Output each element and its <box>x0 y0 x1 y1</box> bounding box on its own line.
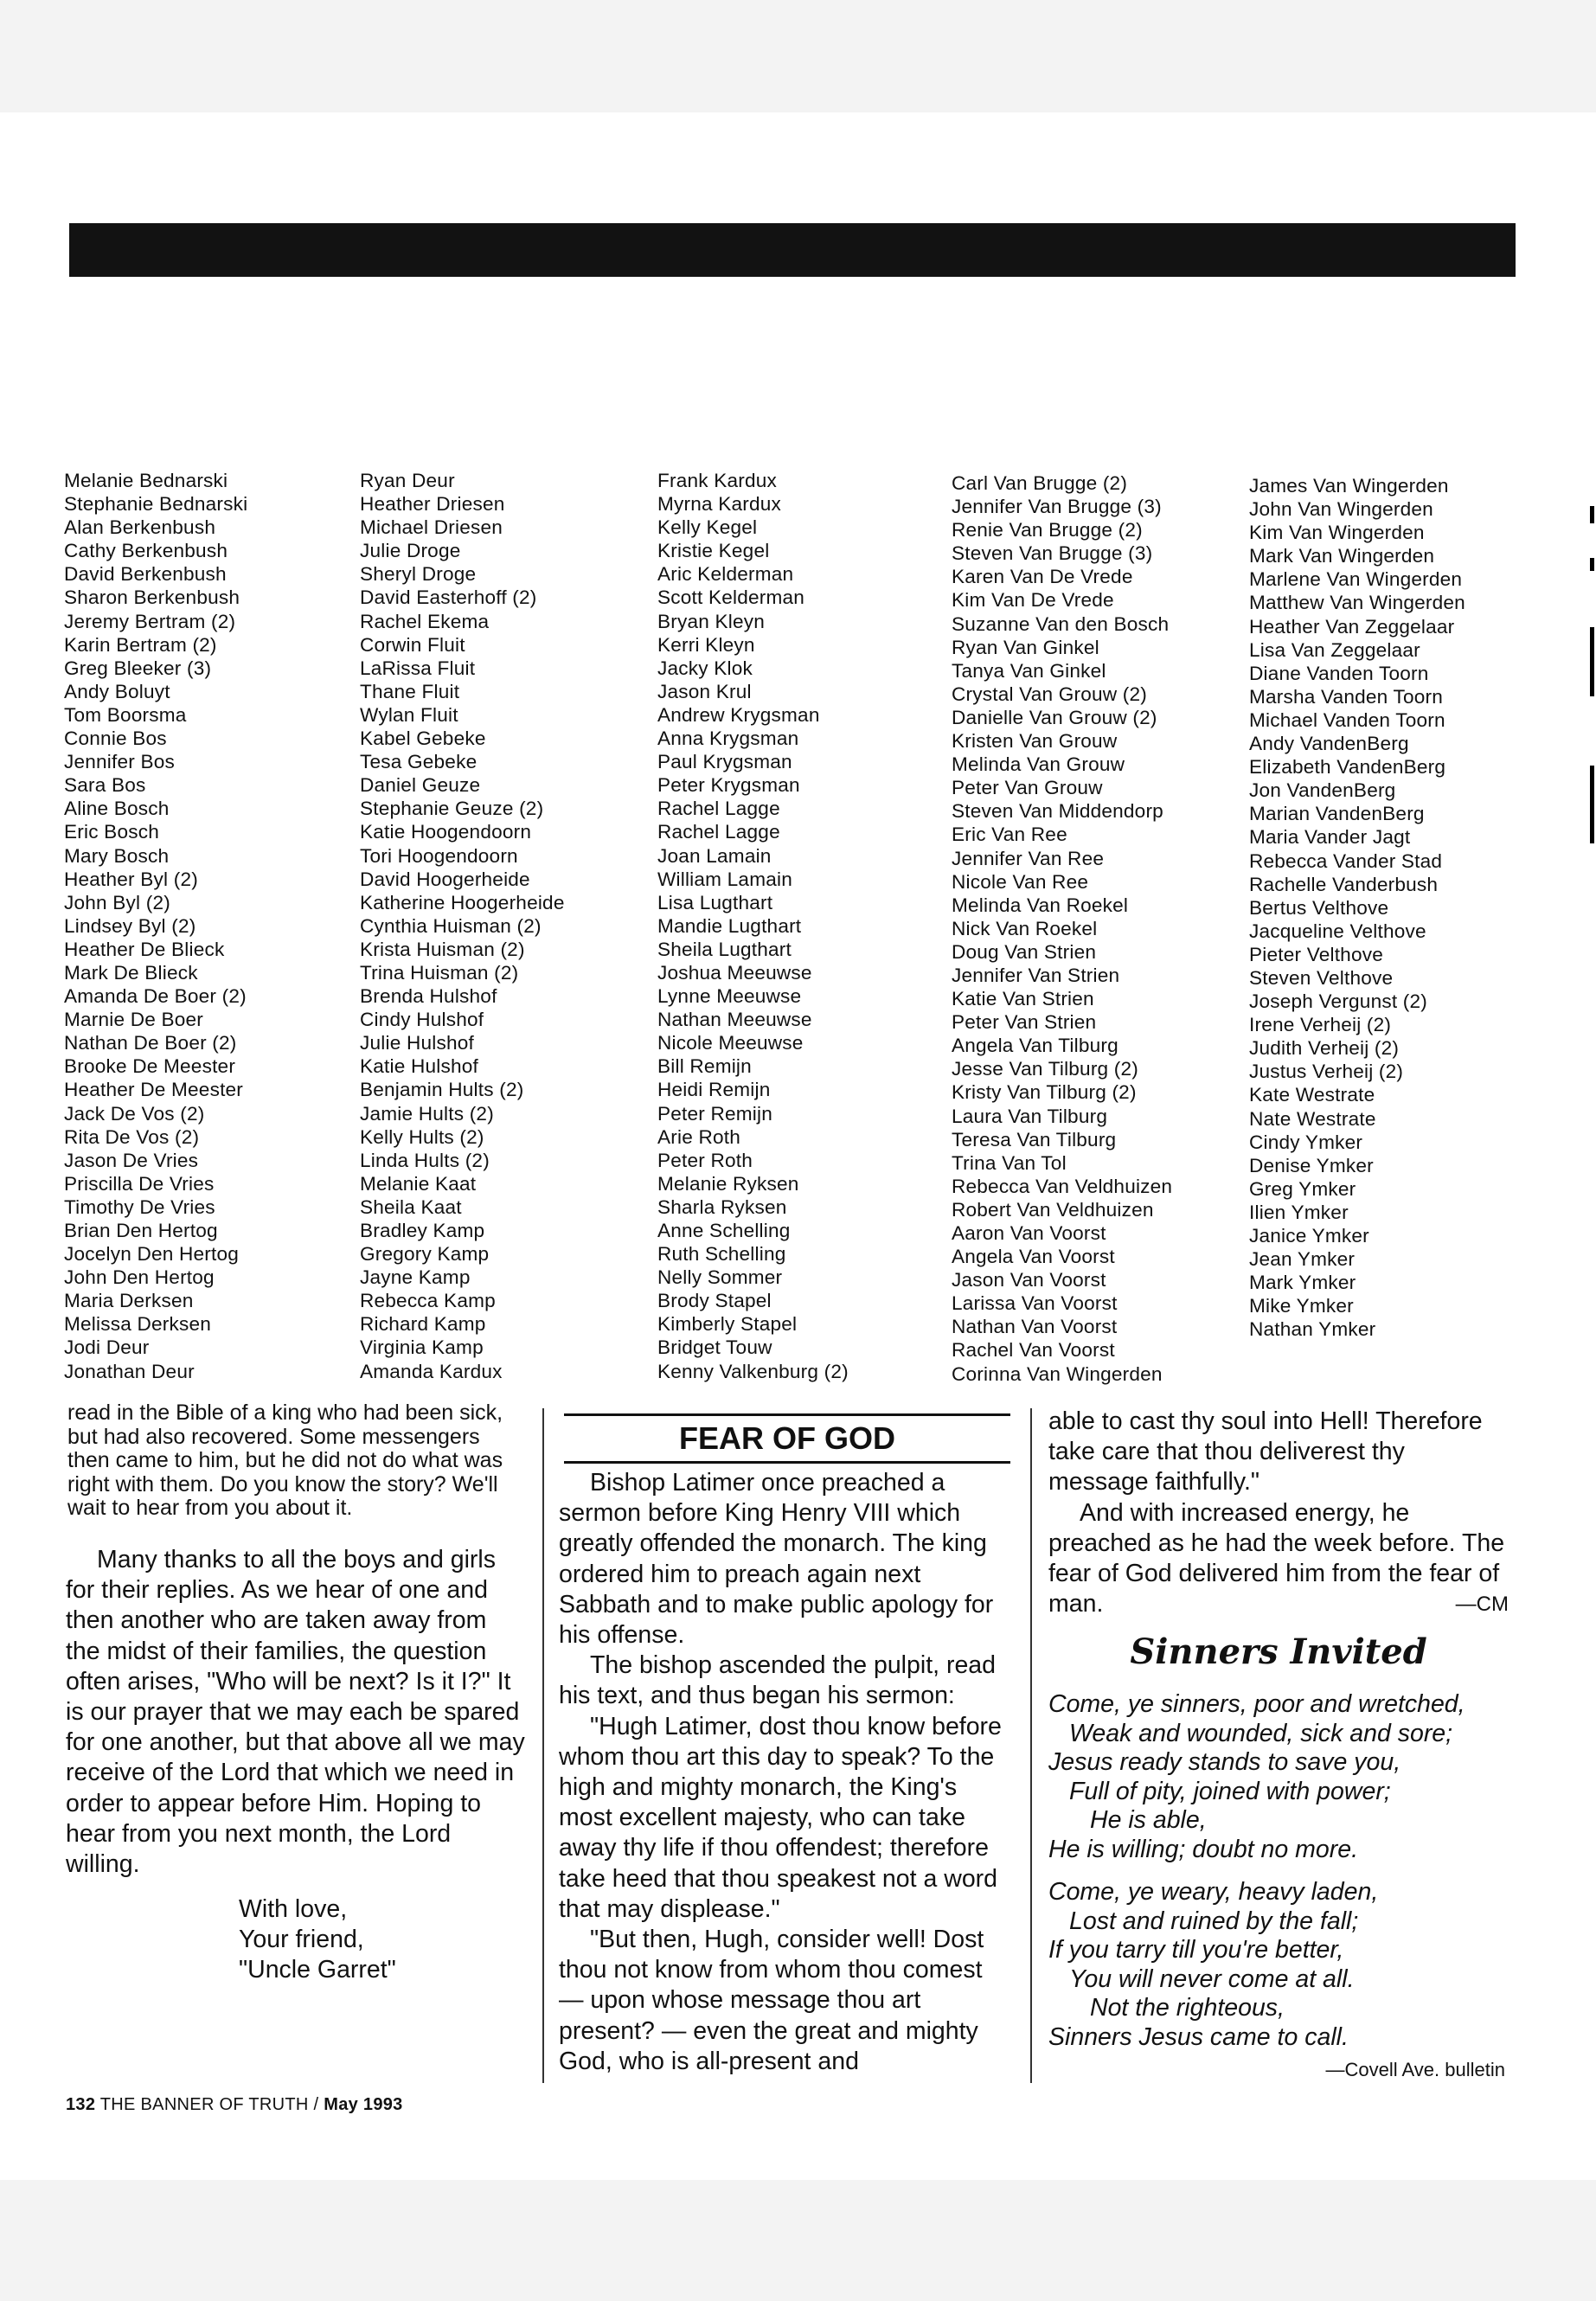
name-entry: Michael Driesen <box>360 516 503 539</box>
name-entry: Gregory Kamp <box>360 1243 490 1266</box>
name-entry: Sheryl Droge <box>360 563 477 586</box>
names-column-4 <box>952 471 1246 1386</box>
name-entry: Paul Krygsman <box>657 751 792 773</box>
name-entry: Carl Van Brugge (2) <box>952 472 1128 494</box>
name-entry: Mark De Blieck <box>64 961 198 984</box>
name-entry: Rachel Van Voorst <box>952 1339 1115 1362</box>
name-entry: Steven Velthove <box>1249 966 1394 989</box>
closing-text: And with increased energy, he preached as he had the week before. The fear of God delivered him from the fear of man. <box>1048 1498 1505 1618</box>
names-column-1 <box>64 469 358 1383</box>
name-entry: Brody Stapel <box>657 1290 772 1312</box>
name-entry: Jennifer Van Brugge (3) <box>952 496 1162 518</box>
name-entry: David Easterhoff (2) <box>360 586 537 609</box>
name-entry: Heather Byl (2) <box>64 868 198 890</box>
title-rule <box>564 1461 1010 1464</box>
name-entry: Sharon Berkenbush <box>64 586 240 609</box>
name-entry: Mike Ymker <box>1249 1295 1354 1317</box>
hymn-line: Come, ye weary, heavy laden, <box>1048 1878 1379 1906</box>
name-entry: LaRissa Fluit <box>360 657 476 679</box>
name-entry: Aline Bosch <box>64 798 170 820</box>
name-entry: Brian Den Hertog <box>64 1220 218 1241</box>
name-entry: Melissa Derksen <box>64 1313 211 1336</box>
name-entry: Teresa Van Tilburg <box>952 1128 1117 1150</box>
signoff-line: Your friend, <box>239 1926 364 1953</box>
name-entry: Marian VandenBerg <box>1249 803 1425 825</box>
name-entry: Daniel Geuze <box>360 774 481 797</box>
name-entry: Ryan Van Ginkel <box>952 636 1099 658</box>
article-body <box>559 1468 1012 2077</box>
name-entry: Corinna Van Wingerden <box>952 1362 1163 1385</box>
header-bar <box>69 223 1516 277</box>
name-entry: Jacky Klok <box>657 657 753 679</box>
name-entry: Renie Van Brugge (2) <box>952 519 1143 542</box>
name-entry: Brenda Hulshof <box>360 985 497 1008</box>
name-entry: Jocelyn Den Hertog <box>64 1243 240 1266</box>
name-entry: Myrna Kardux <box>657 493 782 516</box>
name-entry: Bridget Touw <box>657 1336 772 1359</box>
name-entry: Rachelle Vanderbush <box>1249 873 1439 895</box>
name-entry: Jodi Deur <box>64 1336 150 1359</box>
name-entry: Stephanie Geuze (2) <box>360 798 544 820</box>
name-entry: Jeremy Bertram (2) <box>64 610 236 632</box>
name-entry: David Hoogerheide <box>360 868 530 890</box>
name-entry: Timothy De Vries <box>64 1195 215 1218</box>
name-entry: Melanie Ryksen <box>657 1172 799 1195</box>
page-footer <box>66 2092 585 2118</box>
name-entry: Steven Van Middendorp <box>952 800 1163 823</box>
name-entry: Jennifer Bos <box>64 751 175 773</box>
name-entry: Rita De Vos (2) <box>64 1125 200 1148</box>
name-entry: William Lamain <box>657 868 792 890</box>
name-entry: Eric Bosch <box>64 821 159 843</box>
name-entry: Katie Van Strien <box>952 988 1094 1010</box>
name-entry: Larissa Van Voorst <box>952 1292 1118 1315</box>
name-entry: Eric Van Ree <box>952 824 1067 846</box>
signoff-line: "Uncle Garret" <box>239 1956 396 1984</box>
article-paragraph: "But then, Hugh, consider well! Dost thou not know from whom thou comest — upon whose message thou art present? — even the great and mighty God, who is all-present and <box>559 1926 984 2075</box>
name-entry: Aaron Van Voorst <box>952 1222 1106 1244</box>
name-entry: Jason De Vries <box>64 1149 199 1171</box>
name-entry: Jennifer Van Strien <box>952 964 1120 986</box>
name-entry: Stephanie Bednarski <box>64 493 248 516</box>
hymn-title: Sinners Invited <box>1130 1631 1427 1672</box>
name-entry: Rebecca Kamp <box>360 1290 496 1312</box>
hymn-line: He is willing; doubt no more. <box>1048 1835 1359 1863</box>
name-entry: Cindy Ymker <box>1249 1131 1363 1153</box>
name-entry: Kristie Kegel <box>657 540 770 562</box>
names-column-3 <box>657 469 952 1383</box>
signoff-line: With love, <box>239 1895 348 1923</box>
name-entry: Melinda Van Roekel <box>952 894 1129 916</box>
name-entry: Joan Lamain <box>657 844 772 867</box>
name-entry: Aric Kelderman <box>657 563 794 586</box>
name-entry: Karin Bertram (2) <box>64 633 217 656</box>
name-entry: Judith Verheij (2) <box>1249 1037 1400 1060</box>
hymn-line: If you tarry till you're better, <box>1048 1936 1344 1964</box>
name-entry: Jack De Vos (2) <box>64 1102 205 1125</box>
publication-name: THE BANNER OF TRUTH / <box>99 2095 319 2114</box>
name-entry: Brooke De Meester <box>64 1055 236 1078</box>
name-entry: Rebecca Van Veldhuizen <box>952 1175 1173 1197</box>
top-margin <box>0 0 1596 112</box>
name-entry: Jacqueline Velthove <box>1249 920 1426 942</box>
name-entry: Julie Hulshof <box>360 1032 474 1054</box>
name-entry: John Den Hertog <box>64 1266 215 1289</box>
name-entry: Nathan Van Voorst <box>952 1316 1118 1338</box>
name-entry: Sheila Kaat <box>360 1195 462 1218</box>
column-divider <box>542 1408 544 2083</box>
name-entry: Bill Remijn <box>657 1055 752 1078</box>
name-entry: Connie Bos <box>64 727 167 750</box>
name-entry: Richard Kamp <box>360 1313 486 1336</box>
hymn-line: Come, ye sinners, poor and wretched, <box>1048 1690 1465 1718</box>
name-entry: Alan Berkenbush <box>64 516 216 539</box>
name-entry: Wylan Fluit <box>360 703 458 726</box>
name-entry: Greg Ymker <box>1249 1177 1356 1200</box>
name-entry: Nicole Van Ree <box>952 870 1089 893</box>
article-paragraph <box>1048 1498 1509 1620</box>
name-entry: Andrew Krygsman <box>657 703 820 726</box>
name-entry: Robert Van Veldhuizen <box>952 1198 1154 1221</box>
name-entry: Thane Fluit <box>360 680 460 702</box>
name-entry: Sara Bos <box>64 774 146 797</box>
name-entry: Andy VandenBerg <box>1249 733 1409 755</box>
name-entry: Tesa Gebeke <box>360 751 478 773</box>
hymn-line: He is able, <box>1090 1806 1207 1834</box>
name-entry: Heather Driesen <box>360 493 505 516</box>
article-paragraph: able to cast thy soul into Hell! Therefore take care that thou deliverest thy message faithfully." <box>1048 1407 1483 1497</box>
name-entry: Bertus Velthove <box>1249 896 1389 919</box>
name-entry: Nathan De Boer (2) <box>64 1032 237 1054</box>
article-signature: —CM <box>1455 1593 1509 1617</box>
names-column-5 <box>1249 474 1543 1341</box>
name-entry: Kenny Valkenburg (2) <box>657 1360 849 1382</box>
name-entry: Kelly Hults (2) <box>360 1125 484 1148</box>
hymn-verses <box>1048 1690 1516 2052</box>
name-entry: Amanda De Boer (2) <box>64 985 247 1008</box>
name-entry: Katie Hoogendoorn <box>360 821 532 843</box>
name-entry: Mary Bosch <box>64 844 170 867</box>
name-entry: Jennifer Van Ree <box>952 847 1105 869</box>
article-title: FEAR OF GOD <box>679 1420 895 1456</box>
hymn-line: Not the righteous, <box>1090 1994 1285 2022</box>
name-entry: Anna Krygsman <box>657 727 799 750</box>
name-entry: Jayne Kamp <box>360 1266 471 1289</box>
name-entry: Trina Huisman (2) <box>360 961 519 984</box>
name-entry: Nicole Meeuwse <box>657 1032 804 1054</box>
name-entry: Ryan Deur <box>360 470 455 491</box>
issue-date: May 1993 <box>324 2095 403 2114</box>
name-entry: Pieter Velthove <box>1249 943 1383 965</box>
name-entry: Peter Krygsman <box>657 774 800 797</box>
name-entry: Krista Huisman (2) <box>360 938 525 960</box>
name-entry: Maria Derksen <box>64 1290 194 1312</box>
letter-intro: read in the Bible of a king who had been sick, but had also recovered. Some messengers then came to him, but he did not do what was right with them. Do you know the story? We'll wait to hear from you about it. <box>67 1400 503 1520</box>
name-entry: Heidi Remijn <box>657 1079 771 1101</box>
name-entry: Heather De Blieck <box>64 938 225 960</box>
name-entry: Angela Van Tilburg <box>952 1035 1118 1057</box>
name-entry: Tom Boorsma <box>64 703 187 726</box>
name-entry: Laura Van Tilburg <box>952 1105 1108 1127</box>
name-entry: Michael Vanden Toorn <box>1249 708 1445 731</box>
name-entry: Joshua Meeuwse <box>657 961 812 984</box>
name-entry: Anne Schelling <box>657 1220 791 1241</box>
name-entry: Lisa Lugthart <box>657 891 773 913</box>
name-entry: Scott Kelderman <box>657 586 805 609</box>
name-entry: Steven Van Brugge (3) <box>952 542 1153 565</box>
name-entry: Rachel Ekema <box>360 610 490 632</box>
article-paragraph: The bishop ascended the pulpit, read his text, and thus began his sermon: <box>559 1651 996 1710</box>
name-entry: Benjamin Hults (2) <box>360 1079 524 1101</box>
hymn-line: Weak and wounded, sick and sore; <box>1069 1719 1453 1747</box>
name-entry: Nelly Sommer <box>657 1266 783 1289</box>
name-entry: Sheila Lugthart <box>657 938 792 960</box>
names-column-2 <box>360 469 654 1383</box>
letter-signoff <box>239 1894 516 1985</box>
name-entry: Melanie Kaat <box>360 1172 477 1195</box>
name-entry: Jason Krul <box>657 680 752 702</box>
name-entry: Jonathan Deur <box>64 1360 195 1382</box>
hymn-source: —Covell Ave. bulletin <box>1325 2059 1505 2080</box>
edge-marks <box>1590 506 1594 843</box>
name-entry: Bradley Kamp <box>360 1220 485 1241</box>
name-entry: Jesse Van Tilburg (2) <box>952 1058 1139 1080</box>
name-entry: Irene Verheij (2) <box>1249 1014 1392 1036</box>
name-entry: Kim Van De Vrede <box>952 589 1114 612</box>
stanza-gap <box>1048 1864 1516 1878</box>
name-entry: Angela Van Voorst <box>952 1246 1115 1268</box>
name-entry: Corwin Fluit <box>360 633 465 656</box>
name-entry: Justus Verheij (2) <box>1249 1061 1404 1083</box>
name-entry: Jamie Hults (2) <box>360 1102 494 1125</box>
name-entry: Ruth Schelling <box>657 1243 786 1266</box>
bottom-margin <box>0 2180 1596 2301</box>
hymn-line: You will never come at all. <box>1069 1965 1355 1993</box>
name-entry: Virginia Kamp <box>360 1336 484 1359</box>
column-divider <box>1030 1408 1032 2083</box>
name-entry: Katherine Hoogerheide <box>360 891 565 913</box>
name-entry: Nathan Meeuwse <box>657 1009 812 1031</box>
name-entry: Mark Van Wingerden <box>1249 545 1435 567</box>
name-entry: Rachel Lagge <box>657 798 780 820</box>
name-entry: Ilien Ymker <box>1249 1201 1349 1223</box>
name-entry: Kabel Gebeke <box>360 727 486 750</box>
letter-body: Many thanks to all the boys and girls for their replies. As we hear of one and then another who are taken away from the midst of their families, the question often arises, "Who will be next? Is it I?" It is our prayer that we may each be spared for one another, but that above all we may receive of the Lord that which we need in order to appear before Him. Hoping to hear from you next month, the Lord willing. <box>66 1546 525 1879</box>
name-entry: Amanda Kardux <box>360 1360 503 1382</box>
name-entry: James Van Wingerden <box>1249 475 1449 497</box>
name-entry: Kelly Kegel <box>657 516 758 539</box>
name-entry: Janice Ymker <box>1249 1225 1369 1247</box>
name-entry: Rebecca Vander Stad <box>1249 849 1443 872</box>
name-entry: Cathy Berkenbush <box>64 540 228 562</box>
article-paragraph: Bishop Latimer once preached a sermon before King Henry VIII which greatly offended the monarch. The king ordered him to preach again next Sabbath and to make public apology for his offense. <box>559 1469 994 1650</box>
name-entry: Mandie Lugthart <box>657 914 802 937</box>
name-entry: John Van Wingerden <box>1249 498 1433 521</box>
name-entry: Bryan Kleyn <box>657 610 766 632</box>
name-entry: Joseph Vergunst (2) <box>1249 990 1428 1013</box>
name-entry: Peter Van Grouw <box>952 777 1103 799</box>
name-entry: Julie Droge <box>360 540 461 562</box>
name-entry: Rachel Lagge <box>657 821 780 843</box>
name-entry: Danielle Van Grouw (2) <box>952 706 1157 728</box>
name-entry: Elizabeth VandenBerg <box>1249 756 1446 779</box>
name-entry: Arie Roth <box>657 1125 740 1148</box>
name-entry: Melanie Bednarski <box>64 470 228 491</box>
name-entry: Priscilla De Vries <box>64 1172 215 1195</box>
name-entry: Greg Bleeker (3) <box>64 657 212 679</box>
name-entry: Heather Van Zeggelaar <box>1249 615 1455 638</box>
name-entry: Lisa Van Zeggelaar <box>1249 638 1420 661</box>
article-continuation <box>1048 1407 1509 1619</box>
name-entry: Kimberly Stapel <box>657 1313 798 1336</box>
name-entry: Andy Boluyt <box>64 680 170 702</box>
name-entry: Kristen Van Grouw <box>952 730 1118 753</box>
name-entry: Mark Ymker <box>1249 1272 1356 1294</box>
name-entry: Jean Ymker <box>1249 1248 1356 1271</box>
name-entry: Linda Hults (2) <box>360 1149 490 1171</box>
name-entry: Jon VandenBerg <box>1249 779 1396 802</box>
name-entry: Marnie De Boer <box>64 1009 204 1031</box>
name-entry: Nathan Ymker <box>1249 1318 1376 1341</box>
name-entry: Heather De Meester <box>64 1079 244 1101</box>
name-entry: John Byl (2) <box>64 891 170 913</box>
name-entry: Lynne Meeuwse <box>657 985 802 1008</box>
article-paragraph: "Hugh Latimer, dost thou know before whom thou art this day to speak? To the high and mighty monarch, the King's most excellent majesty, who can take away thy life if thou offendest; therefore take heed that thou speakest not a word that may displease." <box>559 1712 1002 1923</box>
name-entry: Diane Vanden Toorn <box>1249 662 1429 684</box>
name-entry: Tanya Van Ginkel <box>952 659 1106 682</box>
name-entry: Kate Westrate <box>1249 1084 1375 1106</box>
name-entry: Tori Hoogendoorn <box>360 844 518 867</box>
hymn-line: Lost and ruined by the fall; <box>1069 1907 1359 1935</box>
name-entry: Kristy Van Tilburg (2) <box>952 1081 1137 1104</box>
name-entry: Karen Van De Vrede <box>952 566 1133 588</box>
hymn-line: Full of pity, joined with power; <box>1069 1777 1391 1805</box>
name-entry: Lindsey Byl (2) <box>64 914 196 937</box>
hymn-line: Jesus ready stands to save you, <box>1048 1748 1401 1776</box>
name-entry: Cynthia Huisman (2) <box>360 914 542 937</box>
name-entry: Matthew Van Wingerden <box>1249 592 1465 614</box>
name-entry: Nate Westrate <box>1249 1107 1376 1130</box>
name-entry: Doug Van Strien <box>952 940 1097 963</box>
name-entry: Cindy Hulshof <box>360 1009 484 1031</box>
name-entry: Melinda Van Grouw <box>952 753 1125 776</box>
name-entry: Maria Vander Jagt <box>1249 826 1411 849</box>
name-entry: Suzanne Van den Bosch <box>952 612 1170 635</box>
name-entry: Crystal Van Grouw (2) <box>952 683 1148 705</box>
name-entry: Peter Remijn <box>657 1102 772 1125</box>
name-entry: Jason Van Voorst <box>952 1269 1106 1292</box>
name-entry: Katie Hulshof <box>360 1055 478 1078</box>
name-entry: Denise Ymker <box>1249 1154 1374 1176</box>
title-rule <box>564 1413 1010 1416</box>
name-entry: Peter Roth <box>657 1149 753 1171</box>
name-entry: Frank Kardux <box>657 470 778 491</box>
name-entry: Kim Van Wingerden <box>1249 522 1425 544</box>
hymn-line: Sinners Jesus came to call. <box>1048 2022 1349 2051</box>
name-entry: Peter Van Strien <box>952 1011 1097 1034</box>
name-entry: Marsha Vanden Toorn <box>1249 685 1444 708</box>
name-entry: Trina Van Tol <box>952 1151 1067 1174</box>
name-entry: Kerri Kleyn <box>657 633 755 656</box>
name-entry: Nick Van Roekel <box>952 917 1098 939</box>
name-entry: Sharla Ryksen <box>657 1195 787 1218</box>
page-number: 132 <box>66 2095 96 2114</box>
name-entry: Marlene Van Wingerden <box>1249 568 1463 591</box>
name-entry: David Berkenbush <box>64 563 227 586</box>
